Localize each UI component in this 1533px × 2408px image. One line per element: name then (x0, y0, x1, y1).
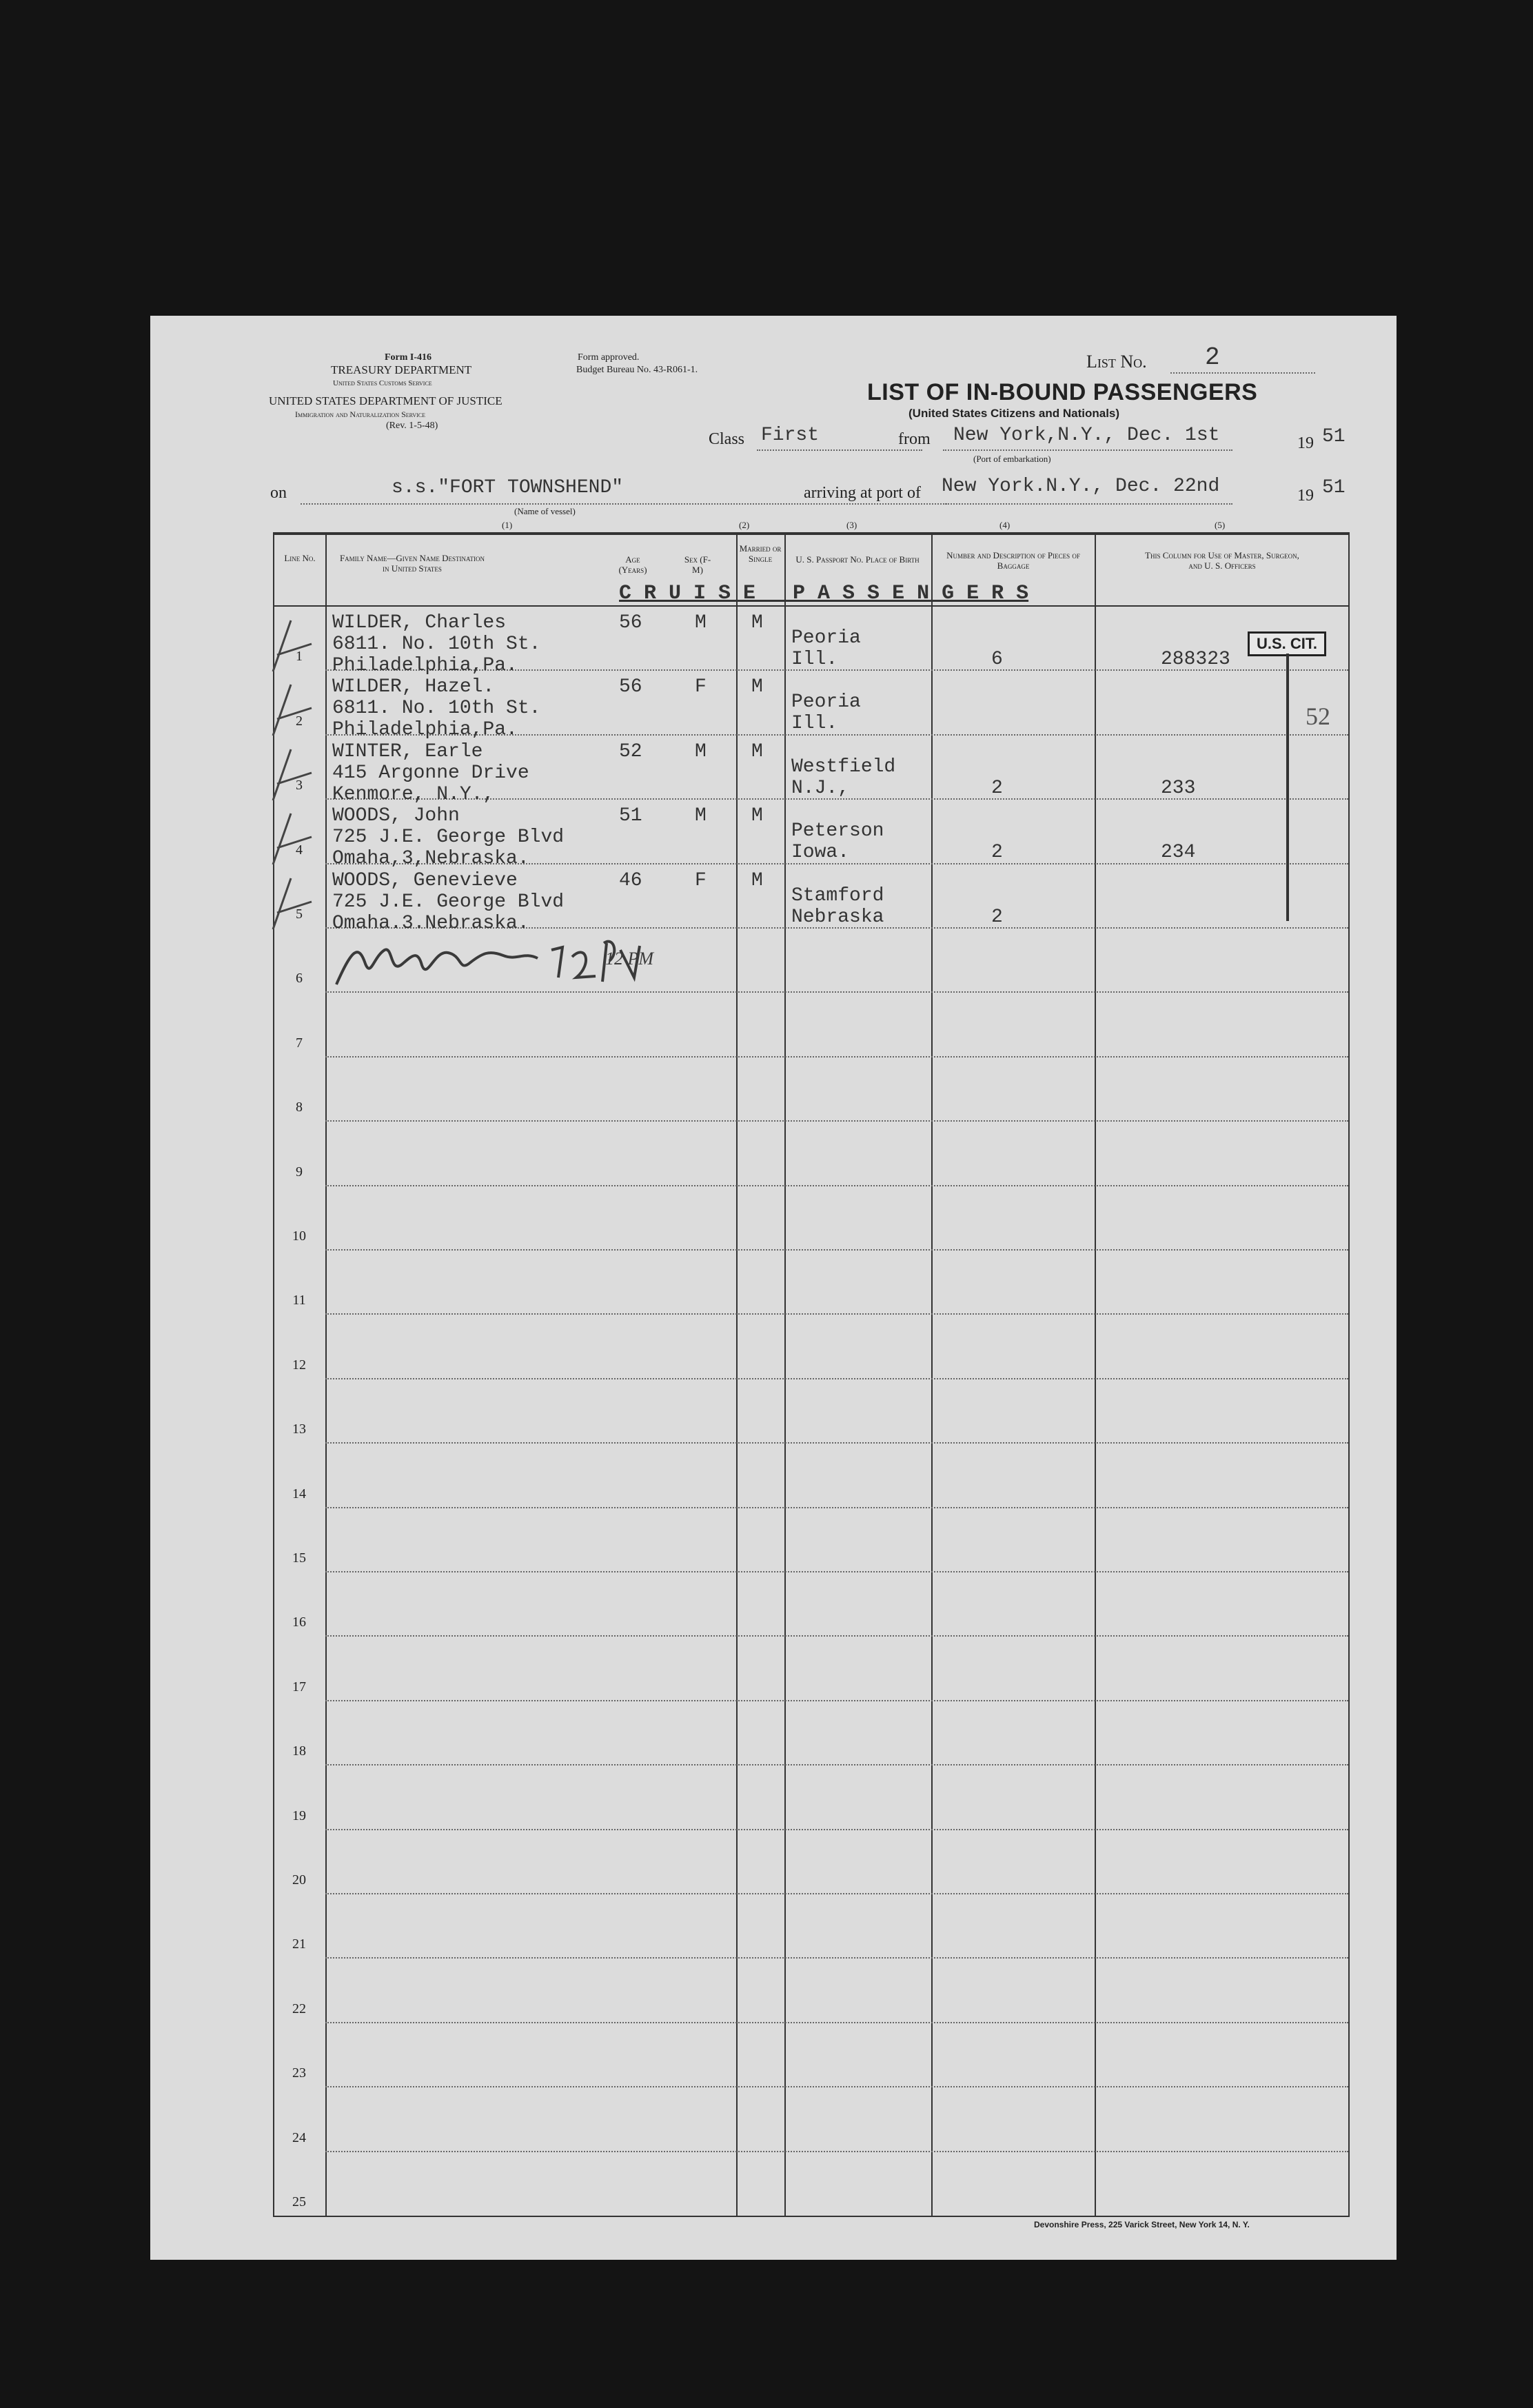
passenger-age: 46 (619, 870, 642, 891)
from-underline (943, 449, 1232, 451)
passenger-city: Philadelphia,Pa. (332, 719, 518, 740)
list-no-underline (1170, 372, 1315, 374)
col-divider (931, 532, 933, 2217)
list-no-label: List No. (1086, 352, 1147, 372)
passenger-name: WILDER, Hazel. (332, 676, 495, 698)
col-divider (736, 532, 738, 2217)
check-mark-icon (270, 809, 318, 871)
header-officer-use: This Column for Use of Master, Surgeon, and U. S. Officers (1145, 550, 1299, 571)
from-value: New York,N.Y., Dec. 1st (953, 425, 1220, 446)
arrival-underline (943, 503, 1232, 505)
line-number: 6 (296, 971, 303, 986)
line-number: 13 (292, 1421, 306, 1437)
line-number: 22 (292, 2001, 306, 2016)
line-number: 16 (292, 1615, 306, 1630)
passenger-address: 6811. No. 10th St. (332, 634, 541, 655)
passenger-address: 6811. No. 10th St. (332, 698, 541, 719)
baggage-count: 2 (991, 907, 1003, 928)
passenger-age: 52 (619, 741, 642, 762)
embarkation-note: (Port of embarkation) (973, 454, 1051, 464)
budget-bureau: Budget Bureau No. 43-R061-1. (576, 365, 698, 375)
column-number: (2) (739, 520, 750, 530)
printer-credit: Devonshire Press, 225 Varick Street, New York 14, N. Y. (1034, 2220, 1250, 2229)
passenger-sex: M (695, 805, 707, 827)
passenger-marital: M (751, 805, 763, 827)
form-sheet (150, 316, 1397, 2260)
table-bottom-border (273, 2216, 1350, 2217)
officer-entry: 234 (1161, 842, 1196, 863)
row-rule (325, 1635, 1348, 1637)
row-rule (325, 1185, 1348, 1186)
header-age: Age (Years) (618, 554, 647, 575)
row-rule (325, 1056, 1348, 1058)
passenger-city: Omaha.3.Nebraska. (332, 913, 529, 934)
baggage-count: 2 (991, 778, 1003, 799)
birth-place: Westfield (791, 756, 896, 778)
passenger-address: 725 J.E. George Blvd (332, 891, 565, 913)
table-top-border (273, 532, 1350, 535)
header-sex: Sex (F-M) (684, 554, 711, 575)
line-number: 17 (292, 1679, 306, 1694)
birth-place: Stamford (791, 885, 884, 907)
passenger-marital: M (751, 676, 763, 698)
passenger-city: Philadelphia,Pa. (332, 655, 518, 676)
document-title: LIST OF IN-BOUND PASSENGERS (867, 379, 1258, 405)
column-number: (1) (502, 520, 513, 530)
birth-state: Iowa. (791, 842, 850, 863)
birth-place: Peterson (791, 820, 884, 842)
passenger-marital: M (751, 870, 763, 891)
us-citizen-stamp: U.S. CIT. (1248, 631, 1326, 656)
row-rule (325, 1120, 1348, 1122)
passenger-address: 725 J.E. George Blvd (332, 827, 565, 848)
passenger-name: WOODS, Genevieve (332, 870, 518, 891)
line-number: 18 (292, 1743, 306, 1759)
row-rule (325, 1313, 1348, 1315)
on-label: on (270, 484, 287, 502)
arrival-value: New York.N.Y., Dec. 22nd (942, 476, 1220, 497)
ins-service: Immigration and Naturalization Service (295, 409, 426, 419)
line-number: 9 (296, 1164, 303, 1180)
form-number: Form I-416 (385, 352, 432, 363)
passenger-sex: F (695, 676, 707, 698)
check-mark-icon (270, 616, 318, 678)
officer-bracket (1286, 654, 1289, 921)
row-rule (325, 2151, 1348, 2152)
from-year: 51 (1322, 426, 1346, 447)
line-number: 14 (292, 1486, 306, 1501)
header-name: Family Name—Given Name Destination in United States (339, 553, 485, 574)
vessel-underline (301, 503, 947, 505)
line-number: 20 (292, 1872, 306, 1888)
margin-number: 52 (1306, 702, 1330, 730)
row-rule (325, 1764, 1348, 1765)
birth-state: Nebraska (791, 907, 884, 928)
from-year-prefix: 19 (1297, 434, 1314, 452)
baggage-count: 6 (991, 649, 1003, 670)
row-rule (325, 1442, 1348, 1444)
birth-state: Ill. (791, 713, 838, 734)
line-number: 15 (292, 1550, 306, 1566)
line-number: 4 (296, 842, 303, 858)
passenger-address: 415 Argonne Drive (332, 762, 529, 784)
line-number: 12 (292, 1357, 306, 1373)
birth-place: Peoria (791, 691, 861, 713)
line-number: 3 (296, 778, 303, 793)
officer-entry: 233 (1161, 778, 1196, 799)
line-number: 5 (296, 907, 303, 922)
line-number: 7 (296, 1035, 303, 1051)
line-number: 24 (292, 2130, 306, 2145)
check-mark-icon (270, 745, 318, 807)
line-number: 21 (292, 1936, 306, 1952)
treasury-dept: TREASURY DEPARTMENT (331, 363, 472, 376)
birth-state: Ill. (791, 649, 838, 670)
line-number: 25 (292, 2194, 306, 2209)
cruise-passengers-banner: C R U I S E P A S S E N G E R S (619, 582, 1029, 605)
line-number: 1 (296, 649, 303, 664)
column-number: (4) (999, 520, 1011, 530)
revision: (Rev. 1-5-48) (386, 421, 438, 431)
passenger-name: WOODS, John (332, 805, 460, 827)
passenger-city: Omaha,3,Nebraska. (332, 848, 529, 869)
row-rule (325, 2086, 1348, 2087)
column-number: (3) (846, 520, 857, 530)
signature-time: 12 PM (605, 949, 654, 969)
passenger-sex: M (695, 612, 707, 634)
passenger-city: Kenmore, N.Y., (332, 784, 495, 805)
line-number: 23 (292, 2065, 306, 2081)
row-rule (325, 1249, 1348, 1251)
document-subtitle: (United States Citizens and Nationals) (908, 407, 1120, 420)
check-mark-icon (270, 680, 318, 742)
line-number: 10 (292, 1228, 306, 1244)
birth-place: Peoria (791, 627, 861, 649)
passenger-age: 51 (619, 805, 642, 827)
column-number: (5) (1215, 520, 1226, 530)
justice-dept: UNITED STATES DEPARTMENT OF JUSTICE (269, 394, 502, 407)
row-rule (325, 1893, 1348, 1894)
col-divider (784, 532, 786, 2217)
row-rule (325, 2022, 1348, 2023)
class-value: First (761, 425, 820, 446)
officer-entry: 288323 (1161, 649, 1230, 670)
row-rule (325, 1571, 1348, 1572)
passenger-age: 56 (619, 612, 642, 634)
row-rule (325, 1829, 1348, 1830)
list-no-value: 2 (1205, 343, 1220, 372)
table-right-border (1348, 532, 1350, 2217)
passenger-sex: M (695, 741, 707, 762)
header-passport: U. S. Passport No. Place of Birth (795, 554, 920, 565)
vessel-name: s.s."FORT TOWNSHEND" (392, 477, 624, 498)
passenger-age: 56 (619, 676, 642, 698)
signature (331, 922, 648, 1005)
passenger-name: WINTER, Earle (332, 741, 483, 762)
header-baggage: Number and Description of Pieces of Baggage (946, 550, 1080, 571)
passenger-sex: F (695, 870, 707, 891)
row-rule (325, 1700, 1348, 1701)
check-mark-icon (270, 874, 318, 936)
line-number: 8 (296, 1100, 303, 1115)
from-label: from (898, 430, 931, 448)
passenger-marital: M (751, 612, 763, 634)
header-line-no: Line No. (284, 553, 316, 563)
customs-service: United States Customs Service (333, 379, 432, 387)
birth-state: N.J., (791, 778, 850, 799)
header-married: Married or Single (739, 543, 782, 564)
header-bottom-border (273, 605, 1350, 607)
class-underline (757, 449, 922, 451)
passenger-name: WILDER, Charles (332, 612, 507, 634)
arr-year-prefix: 19 (1297, 487, 1314, 505)
passenger-marital: M (751, 741, 763, 762)
row-rule (325, 1507, 1348, 1508)
line-number: 11 (292, 1293, 306, 1308)
arriving-label: arriving at port of (804, 484, 921, 502)
vessel-note: (Name of vessel) (514, 506, 576, 516)
col-divider (325, 532, 327, 2217)
class-label: Class (709, 430, 745, 448)
baggage-count: 2 (991, 842, 1003, 863)
row-rule (325, 1957, 1348, 1959)
form-approved: Form approved. (578, 352, 640, 363)
row-rule (325, 1378, 1348, 1379)
col-divider (1095, 532, 1096, 2217)
arrival-year: 51 (1322, 477, 1346, 498)
line-number: 19 (292, 1808, 306, 1823)
line-number: 2 (296, 714, 303, 729)
